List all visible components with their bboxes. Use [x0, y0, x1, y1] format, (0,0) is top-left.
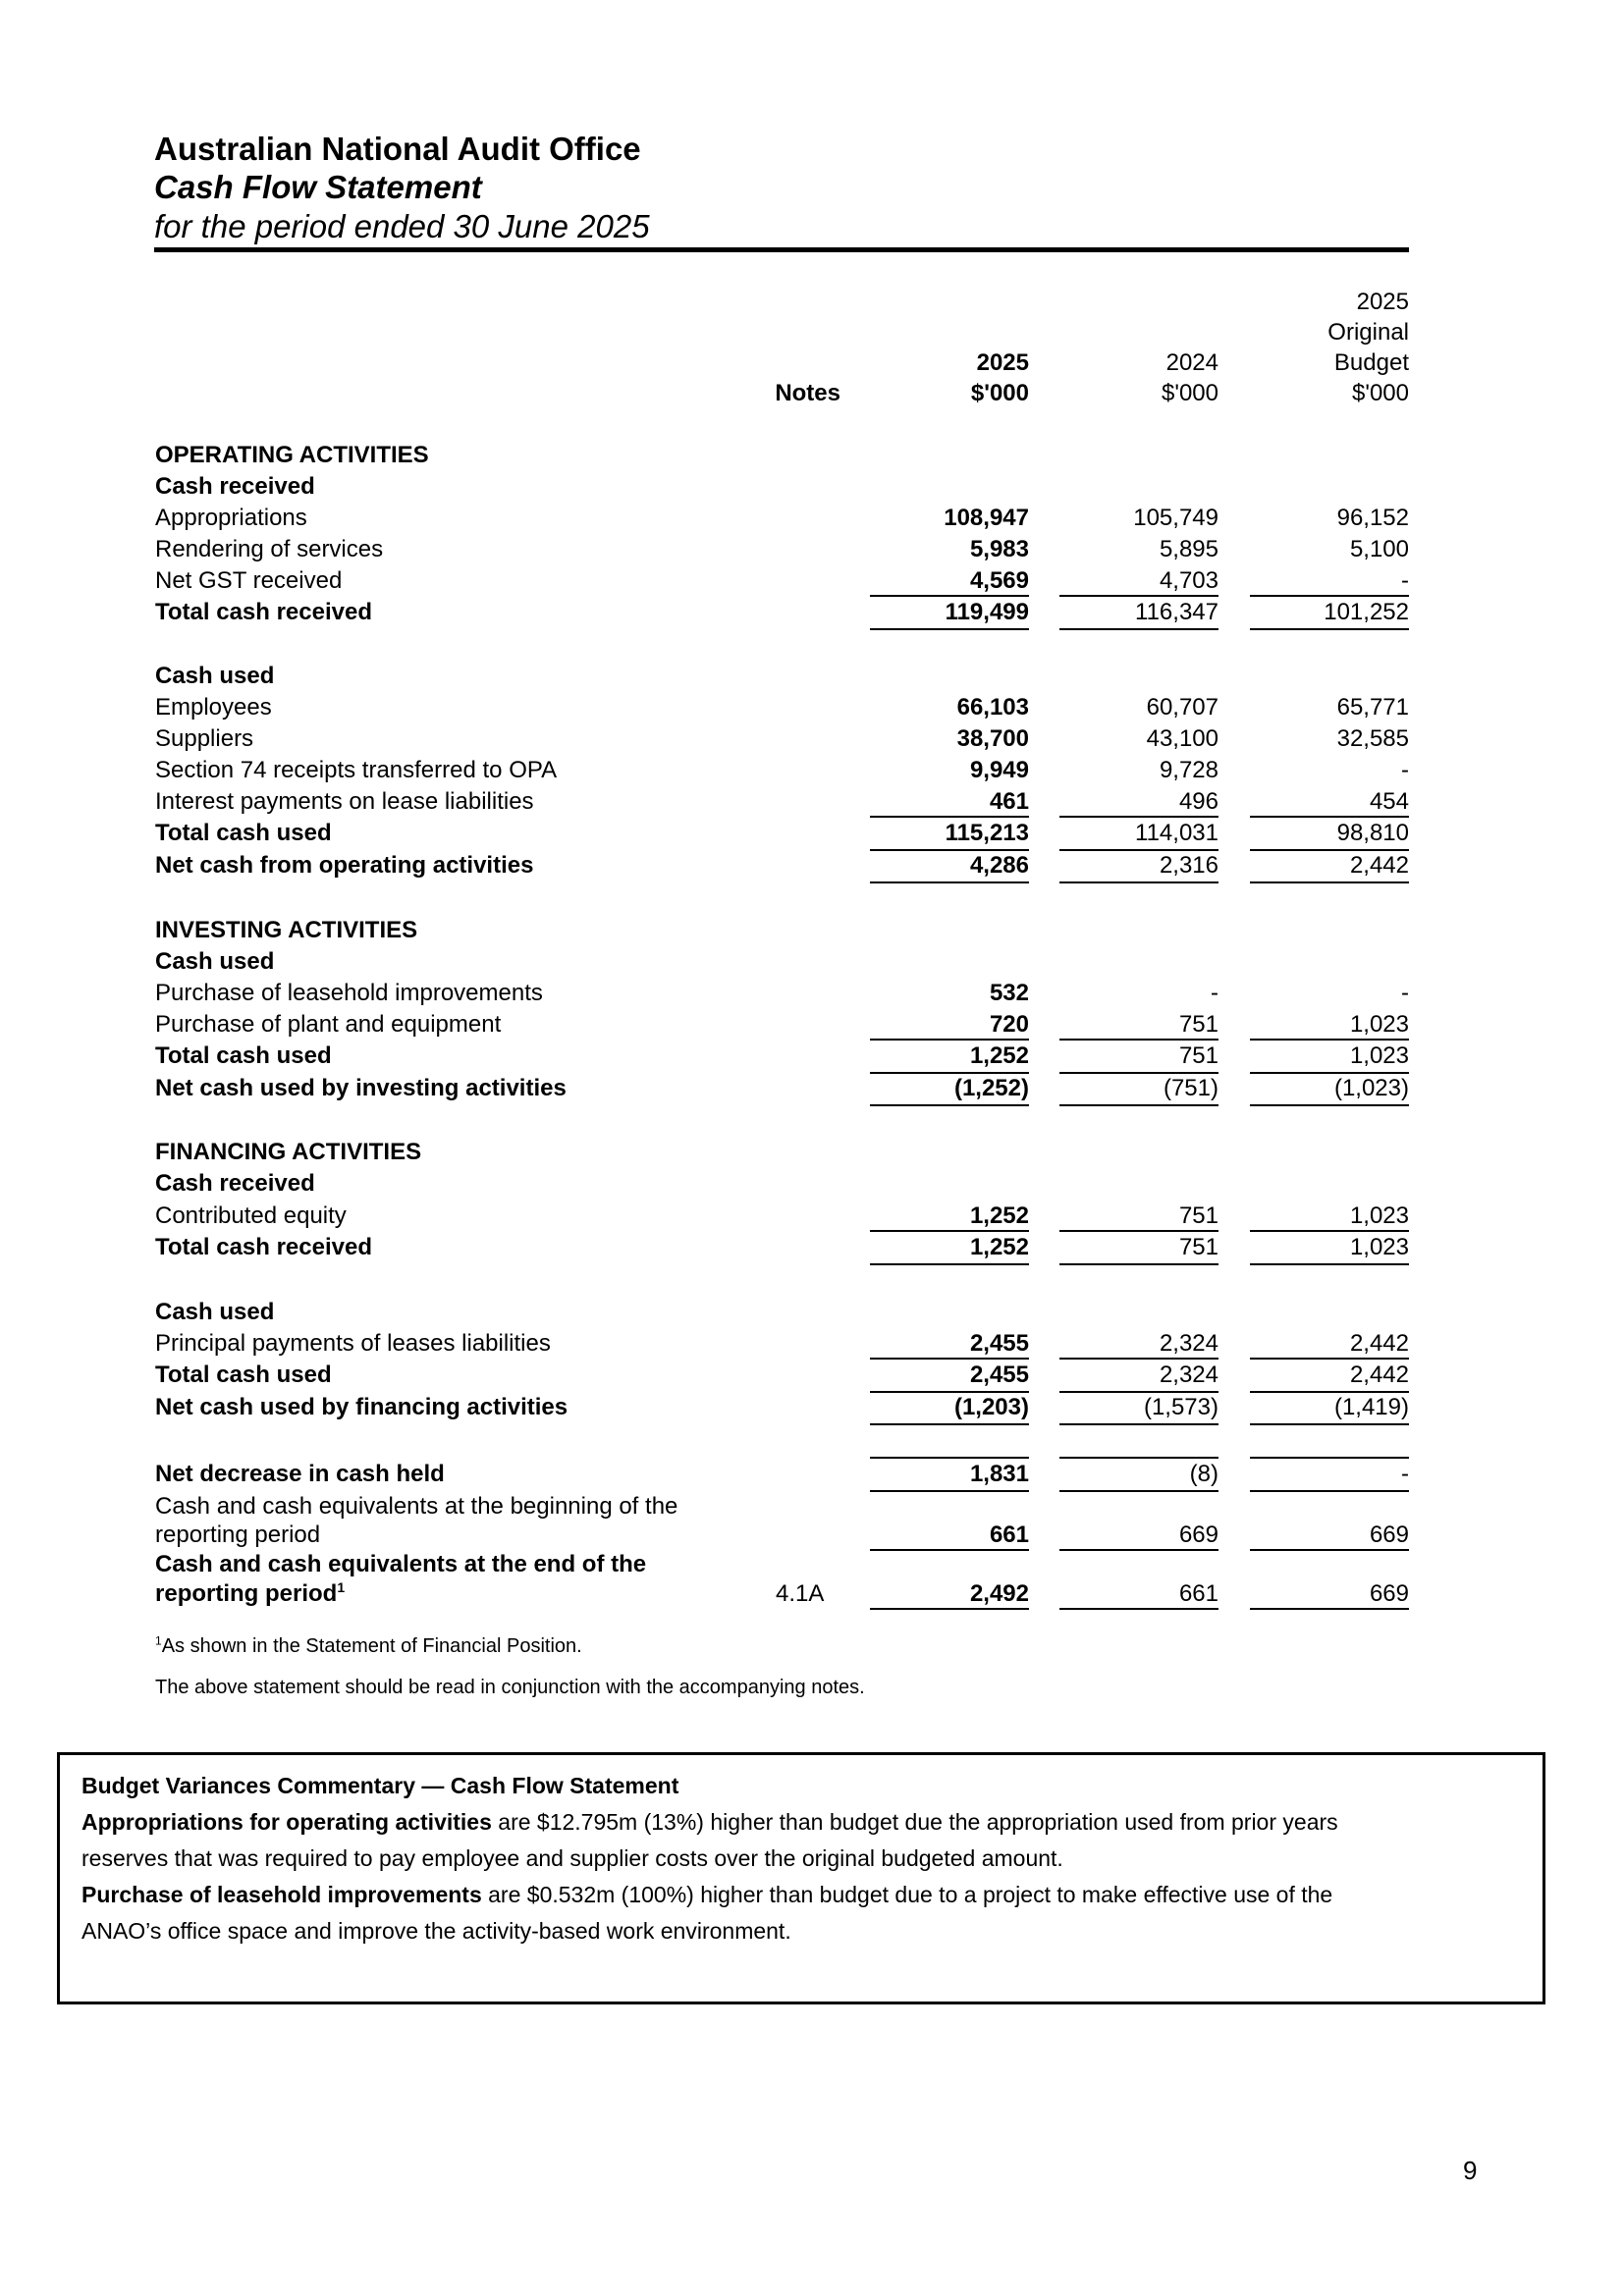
table-row	[0, 504, 1624, 533]
rule	[1250, 1263, 1409, 1265]
value-2024: (751)	[1163, 1075, 1218, 1101]
row-label: Section 74 receipts transferred to OPA	[155, 757, 558, 783]
table-row	[0, 693, 1624, 722]
value-2025: 1,252	[969, 1202, 1029, 1229]
table-row	[0, 1010, 1624, 1040]
rule	[1059, 1230, 1218, 1232]
rule	[1250, 1608, 1409, 1610]
row-label: Net GST received	[155, 567, 343, 594]
value-2024: 669	[1178, 1522, 1218, 1548]
value-2025: 1,252	[969, 1234, 1029, 1260]
footnote-text: As shown in the Statement of Financial Position.	[161, 1635, 582, 1657]
page-number: 9	[1463, 2156, 1478, 2185]
value-2024: 2,316	[1159, 852, 1218, 879]
table-row	[0, 787, 1624, 817]
organisation-name: Australian National Audit Office	[154, 131, 641, 167]
commentary-paragraph-2-cont: ANAO’s office space and improve the activity-based work environment.	[81, 1918, 791, 1944]
rule	[1059, 1039, 1218, 1041]
section-heading: INVESTING ACTIVITIES	[155, 917, 418, 943]
col-budget-unit: $'000	[1352, 380, 1409, 406]
table-row	[0, 1460, 1624, 1489]
value-budget: 65,771	[1336, 694, 1409, 721]
table-row	[0, 819, 1624, 848]
value-2025: 115,213	[945, 820, 1029, 846]
value-budget: (1,023)	[1333, 1075, 1409, 1101]
table-row	[0, 979, 1624, 1008]
statement-period: for the period ended 30 June 2025	[154, 208, 650, 244]
value-budget: 98,810	[1336, 820, 1409, 846]
row-label: Cash and cash equivalents at the end of the	[155, 1551, 647, 1577]
row-label: Cash and cash equivalents at the beginning of the	[155, 1493, 678, 1520]
table-row	[0, 1201, 1624, 1231]
value-2024: 496	[1178, 788, 1218, 815]
table-row	[0, 1074, 1624, 1103]
rule	[870, 816, 1029, 818]
table-row	[0, 1393, 1624, 1422]
rule	[870, 595, 1029, 597]
rule	[870, 1608, 1029, 1610]
value-2025: (1,203)	[953, 1394, 1029, 1420]
commentary-paragraph-1	[81, 1804, 1525, 1841]
value-2025: 38,700	[956, 725, 1029, 752]
row-label: Suppliers	[155, 725, 254, 752]
row-label-continued-text: reporting period	[155, 1580, 338, 1607]
table-row	[0, 724, 1624, 754]
table-row	[0, 566, 1624, 596]
value-budget: 1,023	[1349, 1202, 1409, 1229]
value-budget: 1,023	[1349, 1011, 1409, 1038]
value-budget: 2,442	[1349, 1330, 1409, 1357]
rule	[1059, 1457, 1218, 1459]
rule	[1059, 1104, 1218, 1106]
footnote-number: 1	[155, 1633, 162, 1648]
value-2024: 4,703	[1159, 567, 1218, 594]
value-budget: 2,442	[1349, 852, 1409, 879]
table-row	[0, 1169, 1624, 1199]
rule	[1250, 816, 1409, 818]
header-rule	[154, 247, 1409, 252]
value-2025: 119,499	[945, 599, 1029, 625]
subsection-heading: Cash received	[155, 1170, 315, 1197]
rule	[1250, 881, 1409, 883]
col-budget-year: 2025	[1356, 289, 1409, 315]
subsection-heading: Cash used	[155, 948, 275, 975]
row-label: Purchase of leasehold improvements	[155, 980, 543, 1006]
rule	[870, 1039, 1029, 1041]
commentary-paragraph-1-cont: reserves that was required to pay employee and supplier costs over the original budgeted amount.	[81, 1845, 1063, 1871]
row-label: Principal payments of leases liabilities	[155, 1330, 551, 1357]
value-budget: 5,100	[1349, 536, 1409, 562]
footnote-2: The above statement should be read in conjunction with the accompanying notes.	[155, 1677, 865, 1698]
rule	[1250, 628, 1409, 630]
value-budget: 1,023	[1349, 1234, 1409, 1260]
rule	[1059, 1608, 1218, 1610]
value-budget: 454	[1369, 788, 1409, 815]
rule	[870, 1230, 1029, 1232]
value-2024: 751	[1178, 1011, 1218, 1038]
statement-header	[154, 131, 1409, 246]
value-2024: 9,728	[1159, 757, 1218, 783]
row-label: Total cash used	[155, 1042, 332, 1069]
value-2024: 114,031	[1135, 820, 1218, 846]
row-label: Purchase of plant and equipment	[155, 1011, 502, 1038]
row-label: Total cash received	[155, 599, 372, 625]
rule	[1059, 1358, 1218, 1360]
budget-variances-commentary	[57, 1752, 1545, 2004]
subsection-heading: Cash used	[155, 1299, 275, 1325]
row-label-continued	[155, 1579, 345, 1609]
subsection-heading: Cash received	[155, 473, 315, 500]
value-2025: 4,569	[969, 567, 1029, 594]
row-label: Total cash used	[155, 820, 332, 846]
value-2025: 720	[989, 1011, 1029, 1038]
row-label: Total cash received	[155, 1234, 372, 1260]
value-2024: 116,347	[1135, 599, 1218, 625]
rule	[870, 1263, 1029, 1265]
table-row	[0, 598, 1624, 627]
value-budget: (1,419)	[1333, 1394, 1409, 1420]
value-2025: 1,252	[969, 1042, 1029, 1069]
value-2025: 66,103	[956, 694, 1029, 721]
row-label: Appropriations	[155, 505, 307, 531]
table-row	[0, 756, 1624, 785]
col-2024-unit: $'000	[1162, 380, 1218, 406]
table-row	[0, 472, 1624, 502]
subsection-heading: Cash used	[155, 663, 275, 689]
col-2025-year: 2025	[976, 349, 1029, 376]
row-label: Interest payments on lease liabilities	[155, 788, 534, 815]
value-2024: -	[1211, 980, 1218, 1006]
table-row	[0, 1521, 1624, 1550]
rule	[1250, 1104, 1409, 1106]
value-budget: -	[1401, 757, 1409, 783]
value-2024: (8)	[1189, 1461, 1218, 1487]
value-2024: 2,324	[1159, 1362, 1218, 1388]
table-row	[0, 947, 1624, 977]
rule	[1059, 816, 1218, 818]
value-2024: 751	[1178, 1202, 1218, 1229]
table-row	[0, 1233, 1624, 1262]
value-2024: 2,324	[1159, 1330, 1218, 1357]
rule	[1250, 1230, 1409, 1232]
commentary-term: Purchase of leasehold improvements	[81, 1882, 482, 1907]
value-2024: (1,573)	[1143, 1394, 1218, 1420]
value-2024: 751	[1178, 1234, 1218, 1260]
value-2024: 5,895	[1159, 536, 1218, 562]
value-2024: 60,707	[1146, 694, 1218, 721]
notes-column-header: Notes	[775, 380, 840, 406]
value-budget: 669	[1369, 1580, 1409, 1607]
value-2025: 461	[989, 788, 1029, 815]
row-label: Total cash used	[155, 1362, 332, 1388]
rule	[870, 1358, 1029, 1360]
col-budget-label: Budget	[1333, 349, 1409, 376]
rule	[1059, 1263, 1218, 1265]
row-label: Net decrease in cash held	[155, 1461, 445, 1487]
value-2025: 1,831	[969, 1461, 1029, 1487]
row-label: Net cash used by investing activities	[155, 1075, 567, 1101]
row-label: Net cash from operating activities	[155, 852, 534, 879]
row-label: Rendering of services	[155, 536, 384, 562]
table-row	[0, 535, 1624, 564]
value-budget: -	[1401, 1461, 1409, 1487]
value-2025: 2,455	[969, 1330, 1029, 1357]
table-row	[0, 1361, 1624, 1390]
rule	[1250, 1358, 1409, 1360]
row-label: Contributed equity	[155, 1202, 347, 1229]
value-budget: 1,023	[1349, 1042, 1409, 1069]
rule	[1059, 1423, 1218, 1425]
value-2025: 5,983	[969, 536, 1029, 562]
rule	[870, 628, 1029, 630]
row-label-continued: reporting period	[155, 1522, 321, 1548]
table-row	[0, 662, 1624, 691]
col-2025-unit: $'000	[970, 380, 1029, 406]
value-2025: 4,286	[969, 852, 1029, 879]
commentary-term: Appropriations for operating activities	[81, 1809, 492, 1835]
value-2025: 532	[989, 980, 1029, 1006]
rule	[1059, 881, 1218, 883]
rule	[1250, 595, 1409, 597]
commentary-heading: Budget Variances Commentary — Cash Flow Statement	[81, 1773, 679, 1798]
row-label: Employees	[155, 694, 272, 721]
value-budget: -	[1401, 980, 1409, 1006]
value-budget: 2,442	[1349, 1362, 1409, 1388]
statement-title: Cash Flow Statement	[154, 169, 482, 205]
col-2024-year: 2024	[1165, 349, 1218, 376]
value-2024: 661	[1178, 1580, 1218, 1607]
row-label: Net cash used by financing activities	[155, 1394, 568, 1420]
value-2024: 43,100	[1146, 725, 1218, 752]
col-budget-original: Original	[1327, 319, 1409, 346]
footnote-marker: 1	[337, 1579, 346, 1595]
note-reference: 4.1A	[776, 1580, 825, 1607]
footnote-1	[155, 1633, 582, 1659]
table-row	[0, 916, 1624, 945]
commentary-paragraph-2	[81, 1877, 1525, 1913]
table-row	[0, 1579, 1624, 1609]
table-row	[0, 1550, 1624, 1579]
value-2025: 661	[989, 1522, 1029, 1548]
rule	[870, 1423, 1029, 1425]
commentary-text: are $0.532m (100%) higher than budget due to a project to make effective use of the	[481, 1882, 1333, 1907]
table-row	[0, 851, 1624, 881]
rule	[1250, 1457, 1409, 1459]
value-budget: 32,585	[1336, 725, 1409, 752]
rule	[870, 1457, 1029, 1459]
value-budget: 96,152	[1336, 505, 1409, 531]
value-budget: -	[1401, 567, 1409, 594]
section-heading: FINANCING ACTIVITIES	[155, 1139, 422, 1165]
table-row	[0, 1492, 1624, 1522]
value-2024: 751	[1178, 1042, 1218, 1069]
rule	[870, 881, 1029, 883]
value-2025: (1,252)	[953, 1075, 1029, 1101]
section-heading: OPERATING ACTIVITIES	[155, 442, 429, 468]
table-row	[0, 1329, 1624, 1359]
commentary-text: are $12.795m (13%) higher than budget due the appropriation used from prior years	[491, 1809, 1338, 1835]
rule	[870, 1104, 1029, 1106]
value-budget: 101,252	[1324, 599, 1409, 625]
value-budget: 669	[1369, 1522, 1409, 1548]
table-row	[0, 1138, 1624, 1167]
table-row	[0, 1298, 1624, 1327]
value-2024: 105,749	[1133, 505, 1218, 531]
rule	[1250, 1423, 1409, 1425]
value-2025: 9,949	[969, 757, 1029, 783]
rule	[1250, 1039, 1409, 1041]
value-2025: 2,455	[969, 1362, 1029, 1388]
value-2025: 108,947	[944, 505, 1029, 531]
value-2025: 2,492	[969, 1580, 1029, 1607]
rule	[1059, 595, 1218, 597]
table-row	[0, 1041, 1624, 1071]
table-row	[0, 441, 1624, 470]
rule	[1059, 628, 1218, 630]
